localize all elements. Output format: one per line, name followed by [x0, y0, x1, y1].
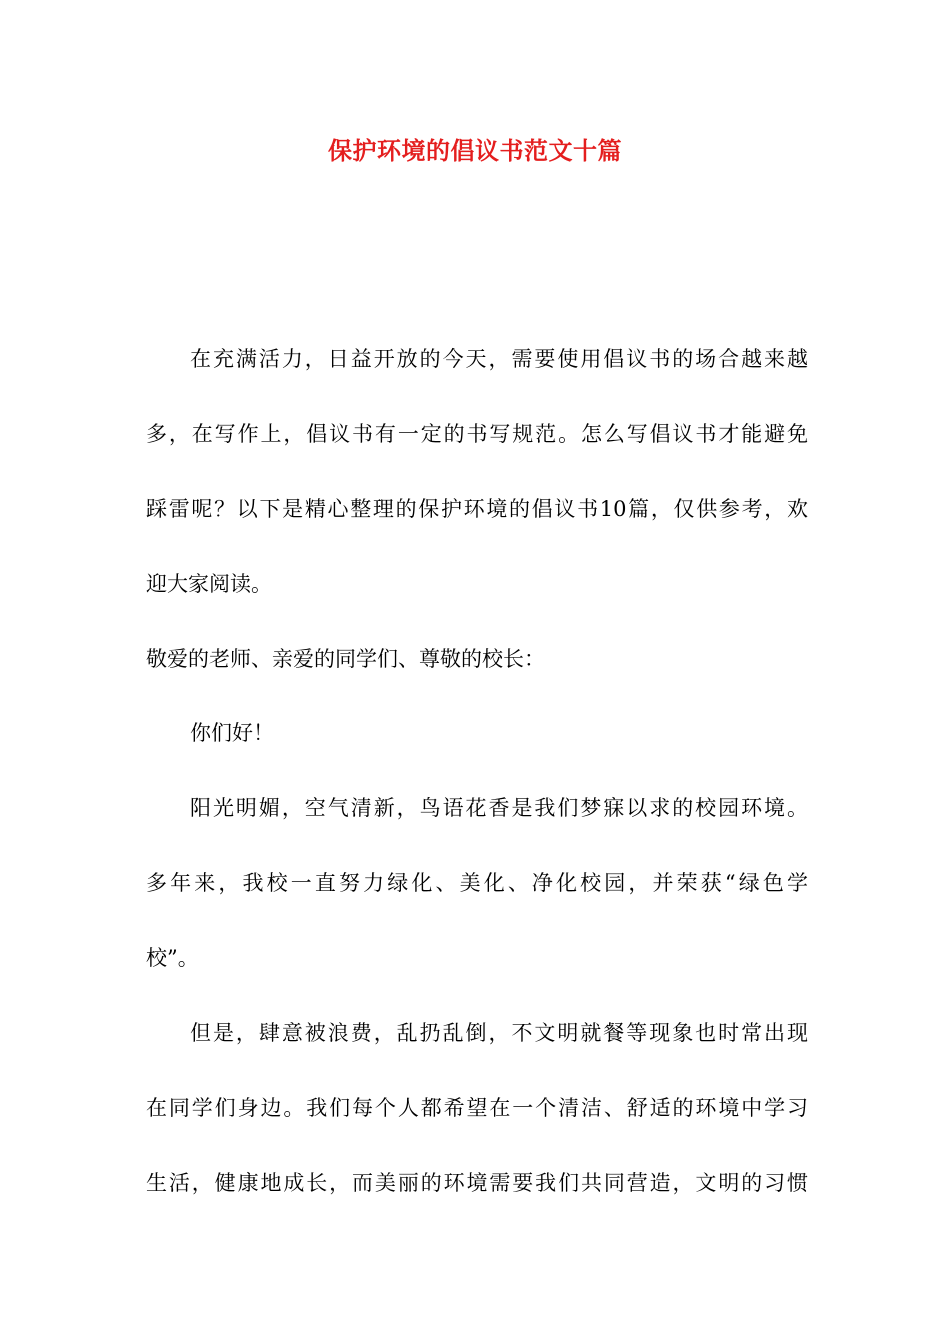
paragraph-line: 多年来，我校一直努力绿化、美化、净化校园，并荣获“绿色学 [146, 871, 808, 896]
salutation-line: 敬爱的老师、亲爱的同学们、尊敬的校长： [146, 646, 545, 671]
paragraph-line: 在充满活力，日益开放的今天，需要使用倡议书的场合越来越 [190, 347, 808, 371]
paragraph-line: 阳光明媚，空气清新，鸟语花香是我们梦寐以求的校园环境。 [190, 796, 808, 821]
paragraph-line: 生活，健康地成长，而美丽的环境需要我们共同营造，文明的习惯 [146, 1170, 808, 1195]
paragraph-line: 迎大家阅读。 [146, 571, 272, 596]
document-title: 保护环境的倡议书范文十篇 [328, 136, 622, 165]
paragraph-line: 校”。 [146, 946, 199, 971]
paragraph-line: 在同学们身边。我们每个人都希望在一个清洁、舒适的环境中学习 [146, 1095, 808, 1120]
paragraph-line: 踩雷呢？以下是精心整理的保护环境的倡议书10篇，仅供参考，欢 [146, 496, 808, 521]
paragraph-line: 多，在写作上，倡议书有一定的书写规范。怎么写倡议书才能避免 [146, 421, 808, 446]
document-body [146, 322, 808, 1221]
greeting-line: 你们好！ [190, 721, 274, 746]
paragraph-line: 但是，肆意被浪费，乱扔乱倒，不文明就餐等现象也时常出现 [190, 1021, 808, 1046]
